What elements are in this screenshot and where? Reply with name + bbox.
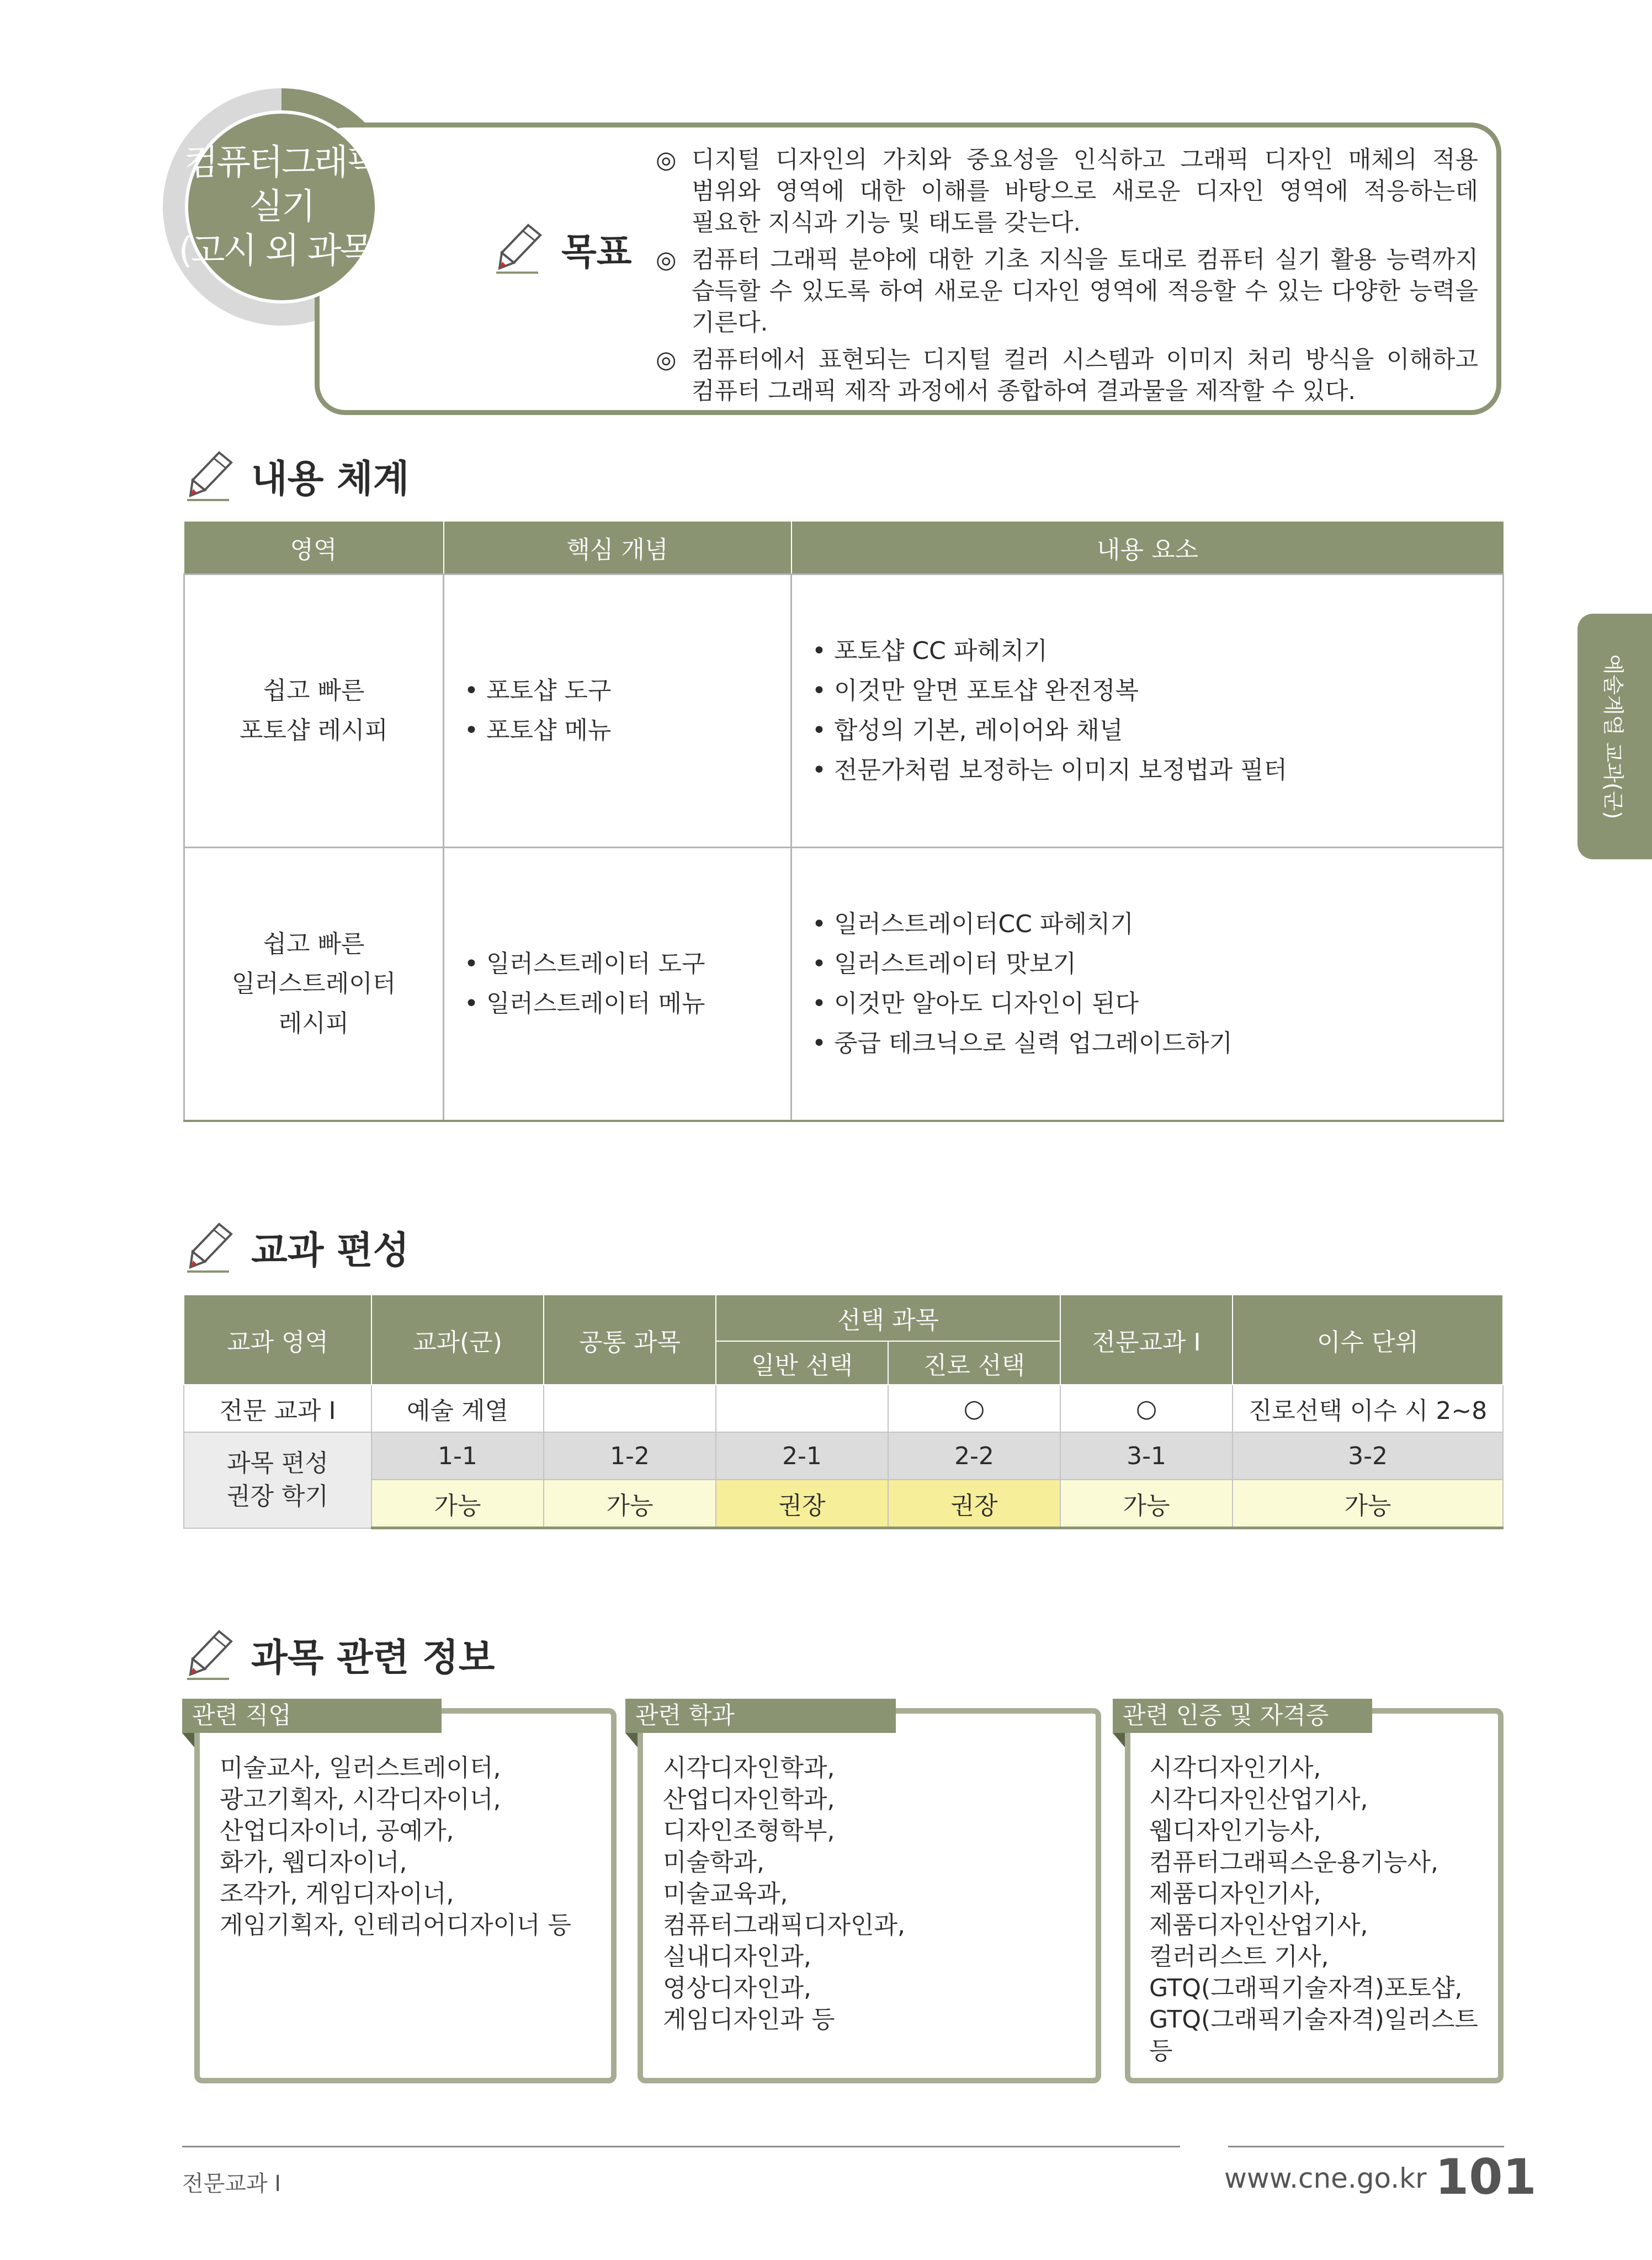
area-text: 쉽고 빠른: [263, 929, 365, 958]
table-cell: ○: [1060, 1385, 1233, 1432]
footer-category: 전문교과 Ⅰ: [182, 2171, 281, 2197]
table-row: [184, 848, 1504, 1121]
subject-title-line1: 컴퓨터그래픽: [184, 142, 379, 183]
list-item: 조각가, 게임디자이너,: [220, 1880, 454, 1908]
goal-heading: [494, 221, 632, 276]
list-item: 광고기획자, 시각디자이너,: [220, 1785, 501, 1814]
table-cell: 예술 계열: [371, 1385, 544, 1432]
subject-badge: [178, 110, 385, 304]
list-item: 영상디자인과,: [663, 1974, 812, 2002]
list-item: 미술교사, 일러스트레이터,: [220, 1754, 501, 1782]
concept-cell: [444, 848, 792, 1121]
pencil-icon: [185, 1220, 240, 1275]
column-header: 일반 선택: [716, 1341, 888, 1385]
table-cell: ○: [888, 1385, 1060, 1432]
status-cell: 가능: [1060, 1480, 1233, 1528]
subject-title-line2: 실기: [249, 187, 314, 227]
related-certs-tag: 관련 인증 및 자격증: [1113, 1699, 1372, 1733]
table-cell: [716, 1385, 888, 1432]
related-certs-box: [1125, 1708, 1504, 2083]
category-side-tab: [1577, 614, 1652, 859]
goal-item: [656, 145, 1478, 239]
content-system-title: 내용 체계: [251, 457, 410, 501]
goal-text: 컴퓨터 그래픽 분야에 대한 기초 지식을 토대로 컴퓨터 실기 활용 능력까지 습득할 수 있도록 하여 새로운 디자인 영역에 적응할 수 있는 다양한 능력을 기른다.: [692, 246, 1478, 337]
table-cell: 전문 교과 I: [184, 1385, 371, 1432]
semester-cell: 1-2: [544, 1432, 716, 1480]
list-item: 제품디자인산업기사,: [1149, 1911, 1368, 1939]
related-departments-tag: 관련 학과: [625, 1699, 896, 1733]
goal-item: [656, 344, 1478, 407]
goal-list: [656, 145, 1478, 413]
list-item: GTQ(그래픽기술자격)포토샵,: [1149, 1974, 1463, 2002]
list-item: • 일러스트레이터 도구: [464, 949, 705, 978]
list-item: 컬러리스트 기사,: [1149, 1943, 1329, 1971]
table-cell: [544, 1385, 716, 1432]
list-item: 웹디자인기능사,: [1149, 1817, 1321, 1845]
goal-marker: ◎: [656, 146, 677, 174]
list-item: • 포토샵 도구: [464, 677, 612, 705]
table-row: [184, 1432, 1503, 1480]
related-jobs-box: [194, 1708, 617, 2083]
list-item: • 합성의 기본, 레이어와 채널: [812, 716, 1123, 745]
list-item: 시각디자인기사,: [1149, 1754, 1321, 1782]
column-header: 영역: [184, 522, 444, 575]
list-item: • 일러스트레이터CC 파헤치기: [812, 910, 1134, 938]
goal-marker: ◎: [656, 246, 677, 274]
area-cell: [184, 848, 444, 1121]
list-item: 산업디자인학과,: [663, 1785, 835, 1814]
list-item: 시각디자인산업기사,: [1149, 1785, 1368, 1814]
content-system-table: [183, 522, 1504, 1122]
list-item: 게임기획자, 인테리어디자이너 등: [220, 1911, 572, 1939]
list-item: 미술학과,: [663, 1848, 765, 1876]
area-text: 쉽고 빠른: [263, 677, 365, 705]
list-item: 산업디자이너, 공예가,: [220, 1817, 454, 1845]
table-header-row: [184, 1295, 1503, 1341]
curriculum-table: [183, 1294, 1504, 1529]
footer-rule: [182, 2146, 1180, 2147]
page-number: 101: [1435, 2149, 1537, 2205]
elements-cell: [792, 575, 1504, 848]
related-jobs-tag: 관련 직업: [182, 1699, 442, 1733]
list-item: 등: [1149, 2037, 1173, 2065]
column-header: 공통 과목: [544, 1295, 716, 1385]
goal-item: [656, 244, 1478, 339]
list-item: 게임디자인과 등: [663, 2006, 835, 2034]
list-item: • 중급 테크닉으로 실력 업그레이드하기: [812, 1029, 1233, 1057]
area-text: 포토샵 레시피: [239, 716, 388, 745]
area-text: 레시피: [278, 1009, 349, 1038]
goal-marker: ◎: [656, 346, 677, 374]
status-cell: 가능: [1233, 1480, 1503, 1528]
status-cell: 권장: [888, 1480, 1060, 1528]
list-item: GTQ(그래픽기술자격)일러스트: [1149, 2006, 1478, 2034]
related-certs-list: [1149, 1752, 1478, 2067]
pencil-icon: [494, 221, 549, 276]
related-info-title: 과목 관련 정보: [251, 1636, 495, 1680]
related-departments-list: [663, 1752, 905, 2035]
list-item: 컴퓨터그래픽스운용기능사,: [1149, 1848, 1439, 1876]
column-header: 내용 요소: [792, 522, 1504, 575]
goal-text: 컴퓨터에서 표현되는 디지털 컬러 시스템과 이미지 처리 방식을 이해하고 컴퓨터 그래픽 제작 과정에서 종합하여 결과물을 제작할 수 있다.: [692, 346, 1478, 405]
related-info-heading: [185, 1627, 495, 1682]
status-cell: 가능: [371, 1480, 544, 1528]
goal-text: 디지털 디자인의 가치와 중요성을 인식하고 그래픽 디자인 매체의 적용 범위와 영역에 대한 이해를 바탕으로 새로운 디자인 영역에 적응하는데 필요한 지식과 기능 및 태도를 갖는다.: [692, 146, 1478, 237]
status-cell: 권장: [716, 1480, 888, 1528]
list-item: 실내디자인과,: [663, 1943, 812, 1971]
list-item: • 포토샵 메뉴: [464, 716, 612, 745]
list-item: 시각디자인학과,: [663, 1754, 835, 1782]
tag-fold: [182, 1733, 194, 1747]
table-header-row: [184, 522, 1504, 575]
list-item: • 이것만 알아도 디자인이 된다: [812, 989, 1139, 1018]
subject-title-line3: (고시 외 과목): [178, 231, 385, 272]
content-system-heading: [185, 448, 409, 503]
column-header: 선택 과목: [716, 1295, 1060, 1341]
related-departments-box: [638, 1708, 1101, 2083]
column-header: 이수 단위: [1233, 1295, 1503, 1385]
semester-label: 권장 학기: [226, 1482, 328, 1511]
semester-cell: 2-2: [888, 1432, 1060, 1480]
column-header: 교과(군): [371, 1295, 544, 1385]
tag-fold: [1113, 1733, 1125, 1747]
column-header: 교과 영역: [184, 1295, 371, 1385]
list-item: • 일러스트레이터 메뉴: [464, 989, 705, 1018]
column-header: 핵심 개념: [444, 522, 792, 575]
footer-rule: [1228, 2146, 1504, 2147]
semester-cell: 1-1: [371, 1432, 544, 1480]
semester-label: 과목 편성: [226, 1449, 328, 1477]
area-cell: [184, 575, 444, 848]
list-item: • 일러스트레이터 맛보기: [812, 949, 1076, 978]
pencil-icon: [185, 1627, 240, 1682]
goal-label: 목표: [561, 230, 632, 273]
elements-cell: [792, 848, 1504, 1121]
column-header: 전문교과 I: [1060, 1295, 1233, 1385]
tag-fold: [625, 1733, 638, 1747]
semester-cell: 3-1: [1060, 1432, 1233, 1480]
curriculum-heading: [185, 1220, 409, 1275]
list-item: 제품디자인기사,: [1149, 1880, 1321, 1908]
pencil-icon: [185, 448, 240, 503]
table-cell: 진로선택 이수 시 2~8: [1233, 1385, 1503, 1432]
semester-cell: 3-2: [1233, 1432, 1503, 1480]
column-header: 진로 선택: [888, 1341, 1060, 1385]
footer-url[interactable]: www.cne.go.kr: [1224, 2162, 1427, 2194]
list-item: 디자인조형학부,: [663, 1817, 835, 1845]
category-side-tab-label: 예술계열 교과(군): [1601, 654, 1625, 819]
list-item: • 이것만 알면 포토샵 완전정복: [812, 677, 1139, 705]
curriculum-title: 교과 편성: [251, 1229, 410, 1273]
area-text: 일러스트레이터: [231, 969, 396, 998]
list-item: 미술교육과,: [663, 1880, 788, 1908]
table-row: [184, 1385, 1503, 1432]
status-cell: 가능: [544, 1480, 716, 1528]
list-item: 컴퓨터그래픽디자인과,: [663, 1911, 906, 1939]
concept-cell: [444, 575, 792, 848]
list-item: 화가, 웹디자이너,: [220, 1848, 407, 1876]
related-jobs-list: [220, 1752, 571, 1941]
table-row: [184, 575, 1504, 848]
semester-cell: 2-1: [716, 1432, 888, 1480]
list-item: • 포토샵 CC 파헤치기: [812, 637, 1048, 665]
semester-label-cell: [184, 1432, 371, 1528]
list-item: • 전문가처럼 보정하는 이미지 보정법과 필터: [812, 756, 1287, 784]
table-row: [184, 1480, 1503, 1528]
